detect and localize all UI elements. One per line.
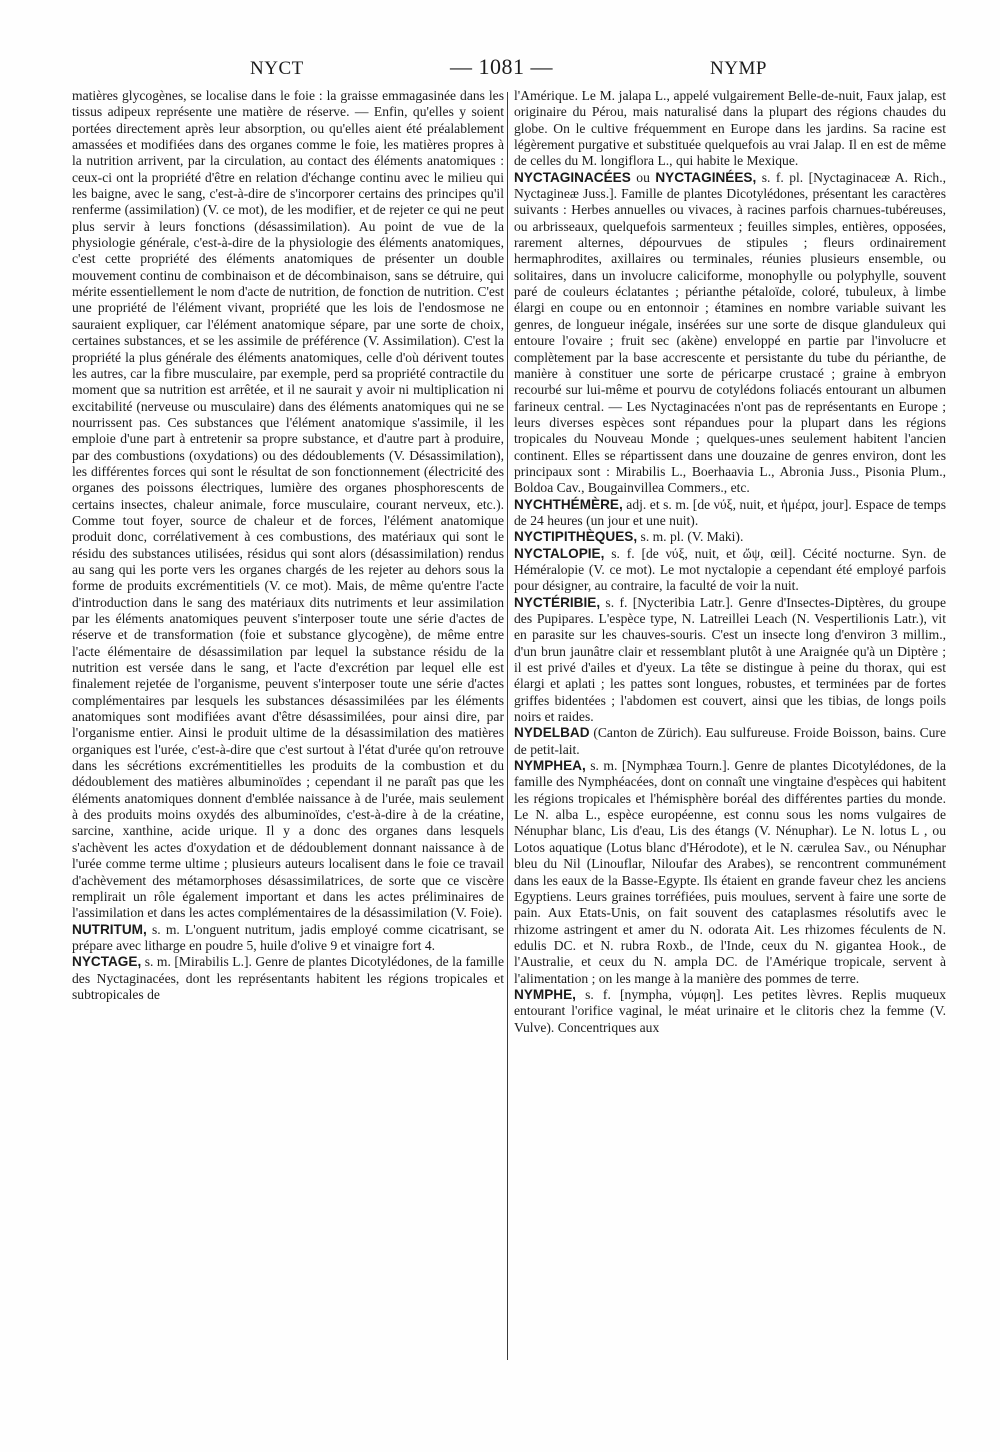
entry-text: s. m. L'onguent nutritum, jadis employé comme cicatrisant, se prépare avec litharge en poudre 5, huile d'olive 9 et vinaigre fort 4. — [72, 921, 504, 953]
running-head-right: NYMP — [710, 58, 767, 79]
entry-text: s. f. [de νύξ, nuit, et ὤψ, œil]. Cécité nocturne. Syn. de Héméralopie (V. ce mot). Le mot nyctalopie a cependant été employé parfois pour désigner, au contraire, la faculté de voir la nuit. — [514, 545, 946, 594]
headword: NYCTÉRIBIE, — [514, 594, 601, 610]
left-column — [72, 88, 504, 1378]
headword: NUTRITUM, — [72, 921, 147, 937]
continued-entry-text: l'Amérique. Le M. jalapa L., appelé vulgairement Belle-de-nuit, Faux jalap, est originaire du Pérou, mais naturalisé dans la plupart des régions chaudes du globe. On le cultive fréquemment en Europe dans les jardins. Sa racine est légèrement purgative et substituée quelquefois au vrai Jalap. Il en est de même de celles du M. longiflora L., qui habite le Mexique. — [514, 88, 946, 169]
entry-nyctalopie — [514, 546, 946, 595]
entry-text: s. f. [Nycteribia Latr.]. Genre d'Insectes-Diptères, du groupe des Pupipares. L'espèce type, N. Latreillei Leach (N. Vespertilionis Latr.), vit en parasite sur les chauves-souris. C'est un insecte long d'environ 3 millim., d'un brun jaunâtre clair et ressemblant plutôt à une Araignée qu'à un Diptère ; il est privé d'ailes et d'yeux. La tête se distingue à peine du thorax, qui est élargi et aplati ; les pattes sont longues, robustes, et terminées par de fortes griffes bidentées ; l'abdomen est couvert, ainsi que les tibias, de longs poils noirs et raides. — [514, 594, 946, 725]
entry-nydelbad — [514, 725, 946, 758]
entry-nyctage — [72, 954, 504, 1003]
entry-text: s. f. [nympha, νύμφη]. Les petites lèvres. Replis muqueux entourant l'orifice vaginal, le méat urinaire et le clitoris chez la femme (V. Vulve). Concentriques aux — [514, 986, 946, 1035]
entry-text: ou — [630, 169, 656, 185]
running-head-left: NYCT — [250, 58, 304, 79]
page-number: — 1081 — — [450, 54, 553, 79]
headword: NYCTAGE, — [72, 954, 142, 970]
headword: NYCTAGINÉES, — [655, 169, 757, 185]
headword: NYCTALOPIE, — [514, 545, 605, 561]
entry-nymphea — [514, 758, 946, 987]
entry-text: s. m. [Mirabilis L.]. Genre de plantes Dicotylédones, de la famille des Nyctaginacées, dont les représentants habitent les régions tropicales et subtropicales de — [72, 954, 504, 1002]
entry-text: s. f. pl. [Nyctaginaceæ A. Rich., Nyctagineæ Juss.]. Famille de plantes Dicotylédones, présentant les caractères suivants : Herbes annuelles ou vivaces, à racines parfois charnues-tubéreuses, ou arbrisseaux, quelquefois sarmenteux ; feuilles simples, entières, opposées, rarement alternes, dépourvues de stipules ; fleurs ordinairement hermaphrodites, axillaires ou terminales, réunies plusieurs ensemble, ou solitaires, dans un involucre caliciforme, monophylle ou polyphylle, souvent paré de couleurs éclatantes ; périanthe pétaloïde, coloré, tubuleux, à limbe élargi en coupe ou en entonnoir ; étamines en nombre variable suivant les genres, de longueur inégale, insérées sur une sorte de disque glanduleux qui entoure l'ovaire ; fruit sec (akène) enveloppé en partie par l'involucre et complètement par la base accrescente et persistante du tube du périanthe, de manière à constituer une sorte de péricarpe crustacé ; graine à embryon recourbé sur lui-même et pourvu de cotylédons foliacés entourant un albumen farineux central. — Les Nyctaginacées n'ont pas de représentants en Europe ; leurs diverses espèces sont répandues pour la plupart dans les régions tropicales du Nouveau Monde ; quelques-unes seulement habitent l'ancien continent. Elles se répartissent dans une douzaine de genres environ, dont les principaux sont : Mirabilis L., Boerhaavia L., Abronia Juss., Pisonia Plum., Boldoa Cav., Bougainvillea Commers., etc. — [514, 169, 946, 496]
entry-nyctipitheques — [514, 529, 946, 545]
headword: NYMPHE, — [514, 986, 576, 1002]
entry-nymphe — [514, 987, 946, 1036]
entry-nycteribie — [514, 595, 946, 726]
entry-nutritum — [72, 922, 504, 955]
headword: NYCTAGINACÉES — [514, 169, 631, 185]
entry-text: (Canton de Zürich). Eau sulfureuse. Froide Boisson, bains. Cure de petit-lait. — [514, 725, 946, 757]
headword: NYDELBAD — [514, 725, 590, 741]
headword: NYCHTHÉMÈRE, — [514, 496, 623, 512]
running-head — [70, 50, 950, 90]
entry-nychthemere — [514, 497, 946, 530]
entry-text: s. m. pl. (V. Maki). — [637, 529, 744, 545]
right-column — [514, 88, 946, 1378]
headword: NYMPHEA, — [514, 758, 586, 774]
entry-text: adj. et s. m. [de νύξ, nuit, et ἡμέρα, jour]. Espace de temps de 24 heures (un jour et une nuit). — [514, 496, 946, 528]
entry-text: s. m. [Nymphæa Tourn.]. Genre de plantes Dicotylédones, de la famille des Nymphéacées, dont on connaît une vingtaine d'espèces qui habitent les régions tropicales et l'hémisphère boréal des différentes parties du monde. Le N. alba L., espèce européenne, est connu sous les noms vulgaires de Nénuphar blanc, Lis d'eau, Lis des étangs (V. Nénuphar). Le N. lotus L , ou Lotos aquatique (Lotus blanc d'Hérodote), et le N. cærulea Sav., ou Nénuphar bleu du Nil (Linouflar, Niloufar des Arabes), se rencontrent communément dans les eaux de la Basse-Egypte. Ils étaient en grande faveur chez les anciens Egyptiens. Leurs graines torréfiées, puis moulues, servent à faire une sorte de pain. Aux Etats-Unis, on fait souvent des cataplasmes résolutifs avec le rhizome astringent et amer du N. odorata Ait. Les rhizomes féculents de N. edulis DC. et N. rubra Roxb., de l'Inde, ceux du N. gigantea Hook., de l'Australie, et ceux du N. ampla DC. de l'Amérique tropicale, servent à l'alimentation ; on les mange à la manière des pommes de terre. — [514, 758, 946, 986]
continued-entry-text: matières glycogènes, se localise dans le foie : la graisse emmagasinée dans les tissus adipeux représente une matière de réserve. — Enfin, qu'elles y soient portées directement après leur absorption, ou qu'elles aient été préalablement amassées et modifiées dans des organes comme le foie, les matières propres à la nutrition arrivent, par la circulation, au contact des éléments anatomiques : ceux-ci ont la propriété d'être en relation d'échange continu avec le milieu qui les baigne, avec le sang, c'est-à-dire de s'incorporer certains des principes qu'il renferme (assimilation) (V. ce mot), de les modifier, et de rejeter ce qui ne peut plus servir à leurs fonctions (désassimilation). Au point de vue de la physiologie générale, c'est-à-dire de la physiologie des éléments anatomiques, c'est cette propriété des éléments anatomiques de présenter un double mouvement continu de combinaison et de décombinaison, sans se détruire, qui mérite essentiellement le nom d'acte de nutrition, de fonction de nutrition. C'est une propriété de l'élément vivant, propriété que les lois de l'endosmose ne sauraient expliquer, car l'élément anatomique sépare, par une sorte de choix, certaines substances, et se les assimile de préférence (V. Assimilation). C'est la propriété la plus générale des éléments anatomiques, celle d'où dérivent toutes les autres, car la fibre musculaire, par exemple, perd sa propriété contractile du moment que sa nutrition est arrêtée, et il ne saurait y avoir ni multiplication ni excitabilité (nerveuse ou musculaire) dans des éléments anatomiques qui ne se nourrissent pas. Ces substances que l'élément anatomique s'assimile, il les emploie d'une part à entretenir sa propre substance, et d'autre part à produire, par des combustions (oxydations) ou des dédoublements (V. Désassimilation), les différentes forces qui sont le résultat de son fonctionnement (électricité des organes des poissons électriques, lumière des organes phosphorescents de certains insectes, chaleur animale, force musculaire, courant nerveux, etc.). Comme tout foyer, source de chaleur et de forces, l'élément anatomique produit donc, corrélativement à ces combustions, des matériaux qui sont le résidu des substances utilisées, résidus qui sont alors (désassimilation) rendus au sang qui les porte vers les organes chargés de les rejeter au dehors sous la forme de produits excrémentitiels (V. ce mot). Mais, de même qu'entre l'acte d'introduction dans le sang des matériaux dits nutriments et leur assimilation par les éléments anatomiques peuvent s'interposer toute une série d'actes de réserve et de transformation (foie et substance glycogène), de même entre l'acte élémentaire de désassimilation par lequel la substance résidu de la nutrition est versée dans le sang, et l'acte d'excrétion par lequel elle est finalement rejetée de l'organisme, peuvent s'interposer toute une série d'actes complémentaires par lesquels les substances désassimilées par les éléments anatomiques sont modifiées avant d'être désassimilées, pour ainsi dire, par l'organisme entier. Ainsi le produit ultime de la désassimilation des matières organiques est l'urée, c'est-à-dire que c'est surtout à l'état d'urée qu'on retrouve dans les sécrétions excrémentitielles les produits de la combustion et du dédoublement des matières albuminoïdes ; cependant il ne paraît pas que les éléments anatomiques donnent d'emblée naissance à de l'urée, mais seulement à des produits moins oxydés des albuminoïdes, c'est-à-dire à de la créatine, sarcine, xanthine, acide urique. Il y a donc des organes dans lesquels s'achèvent les actes d'oxydation et de dédoublement donnant naissance à de l'urée comme terme ultime ; plusieurs auteurs localisent dans le foie ce travail d'achèvement des métamorphoses désassimilatrices, de sorte que ce viscère remplirait un rôle également important et dans les actes préliminaires de l'assimilation et dans les actes complémentaires de la désassimilation (V. Foie). — [72, 88, 504, 921]
entry-nyctaginacees — [514, 170, 946, 497]
headword: NYCTIPITHÈQUES, — [514, 529, 638, 545]
column-divider — [507, 92, 508, 1360]
